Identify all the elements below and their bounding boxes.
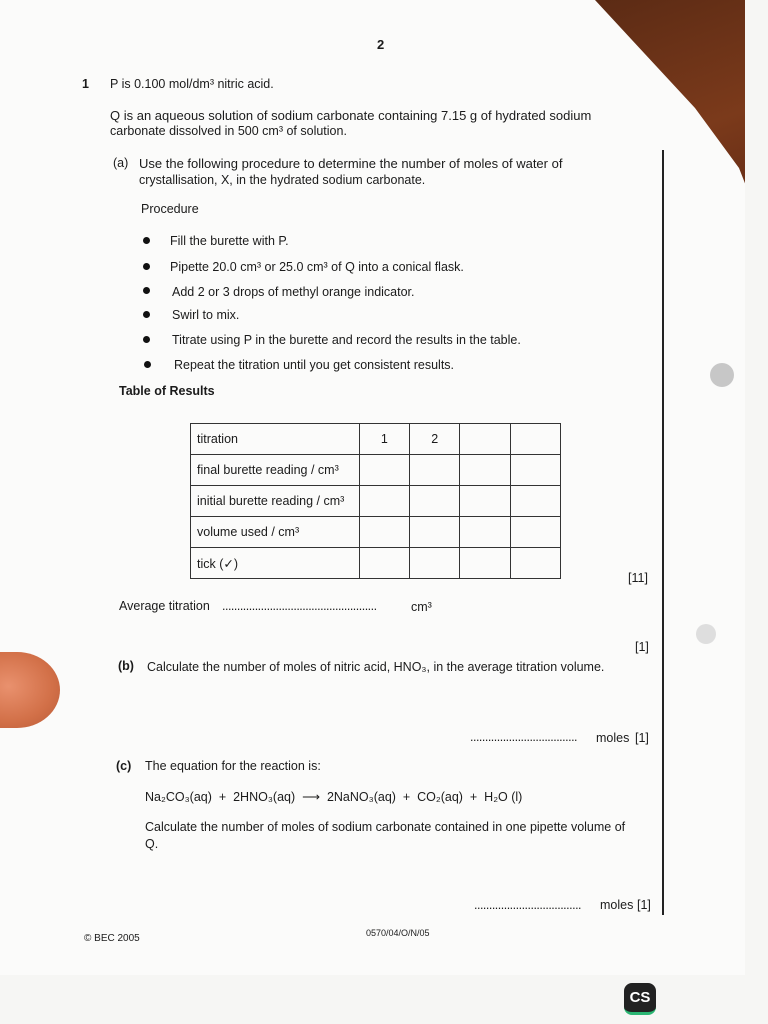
page-corner-shadow [575,0,745,240]
part-b-answer-line[interactable]: .................................... [470,730,578,744]
part-c-question: Calculate the number of moles of sodium carbonate contained in one pipette volume of [145,820,626,834]
table-cell[interactable] [510,455,560,486]
bullet [143,237,150,244]
average-unit: cm³ [411,600,432,614]
table-cell[interactable] [359,548,409,579]
table-row [191,486,561,517]
table-cell[interactable] [460,486,510,517]
marks: [1] [637,898,651,912]
page-number: 2 [377,37,385,52]
margin-line [662,150,664,915]
table-header-cell [510,424,560,455]
row-label: final burette reading / cm³ [191,455,360,486]
procedure-heading: Procedure [141,202,199,216]
part-b-text: Calculate the number of moles of nitric acid, HNO₃, in the average titration volume. [147,660,605,674]
marks: [1] [635,731,649,745]
procedure-step: Add 2 or 3 drops of methyl orange indicator. [172,285,415,299]
part-a-text-cont: crystallisation, X, in the hydrated sodium carbonate. [139,173,426,187]
row-label: initial burette reading / cm³ [191,486,360,517]
reaction-equation: Na₂CO₃(aq) + 2HNO₃(aq) ⟶ 2NaNO₃(aq) + CO₂(aq) + H₂O (l) [145,790,523,804]
table-cell[interactable] [410,455,460,486]
table-row [191,455,561,486]
part-a-label: (a) [113,156,129,170]
average-answer-line[interactable]: .................................................... [222,599,377,613]
table-cell[interactable] [359,517,409,548]
table-cell[interactable] [510,548,560,579]
table-cell[interactable] [410,548,460,579]
procedure-step: Repeat the titration until you get consistent results. [174,358,455,372]
procedure-step: Swirl to mix. [172,308,240,322]
table-cell[interactable] [460,517,510,548]
part-b-unit: moles [596,731,630,745]
table-cell[interactable] [410,517,460,548]
table-row [191,548,561,579]
procedure-step: Fill the burette with P. [170,234,289,248]
table-row [191,517,561,548]
camscanner-watermark-icon: CS [624,983,656,1015]
solution-p-text: P is 0.100 mol/dm³ nitric acid. [110,77,274,91]
question-number: 1 [82,77,89,91]
table-header-cell: 2 [410,424,460,455]
table-header-cell [460,424,510,455]
marks: [11] [628,571,648,585]
table-cell[interactable] [359,455,409,486]
procedure-step: Titrate using P in the burette and record the results in the table. [172,333,521,347]
marks: [1] [635,640,649,654]
procedure-step: Pipette 20.0 cm³ or 25.0 cm³ of Q into a conical flask. [170,260,464,274]
table-cell[interactable] [359,486,409,517]
table-cell[interactable] [460,455,510,486]
solution-q-text-cont: carbonate dissolved in 500 cm³ of solution. [110,124,347,138]
footer-code: 0570/04/O/N/05 [366,928,430,938]
part-c-answer-line[interactable]: .................................... [474,898,582,912]
table-cell[interactable] [510,517,560,548]
table-header-cell: titration [191,424,360,455]
table-cell[interactable] [410,486,460,517]
bullet [143,263,150,270]
table-cell[interactable] [460,548,510,579]
part-c-text: The equation for the reaction is: [145,759,321,773]
part-c-question-cont: Q. [145,837,159,851]
row-label: volume used / cm³ [191,517,360,548]
table-header-cell: 1 [359,424,409,455]
part-a-text: Use the following procedure to determine the number of moles of water of [139,156,563,171]
bullet [143,287,150,294]
solution-q-text: Q is an aqueous solution of sodium carbonate containing 7.15 g of hydrated sodium [110,108,592,123]
punch-hole [710,363,734,387]
part-c-unit: moles [600,898,634,912]
bullet [144,361,151,368]
table-header-row [191,424,561,455]
bullet [143,311,150,318]
footer-copyright: © BEC 2005 [84,933,140,944]
punch-hole [696,624,716,644]
results-table [190,423,561,579]
row-label: tick (✓) [191,548,360,579]
part-c-label: (c) [116,759,132,773]
average-label: Average titration [119,599,210,613]
part-b-label: (b) [118,659,134,673]
table-heading: Table of Results [119,384,215,398]
bullet [143,336,150,343]
table-cell[interactable] [510,486,560,517]
